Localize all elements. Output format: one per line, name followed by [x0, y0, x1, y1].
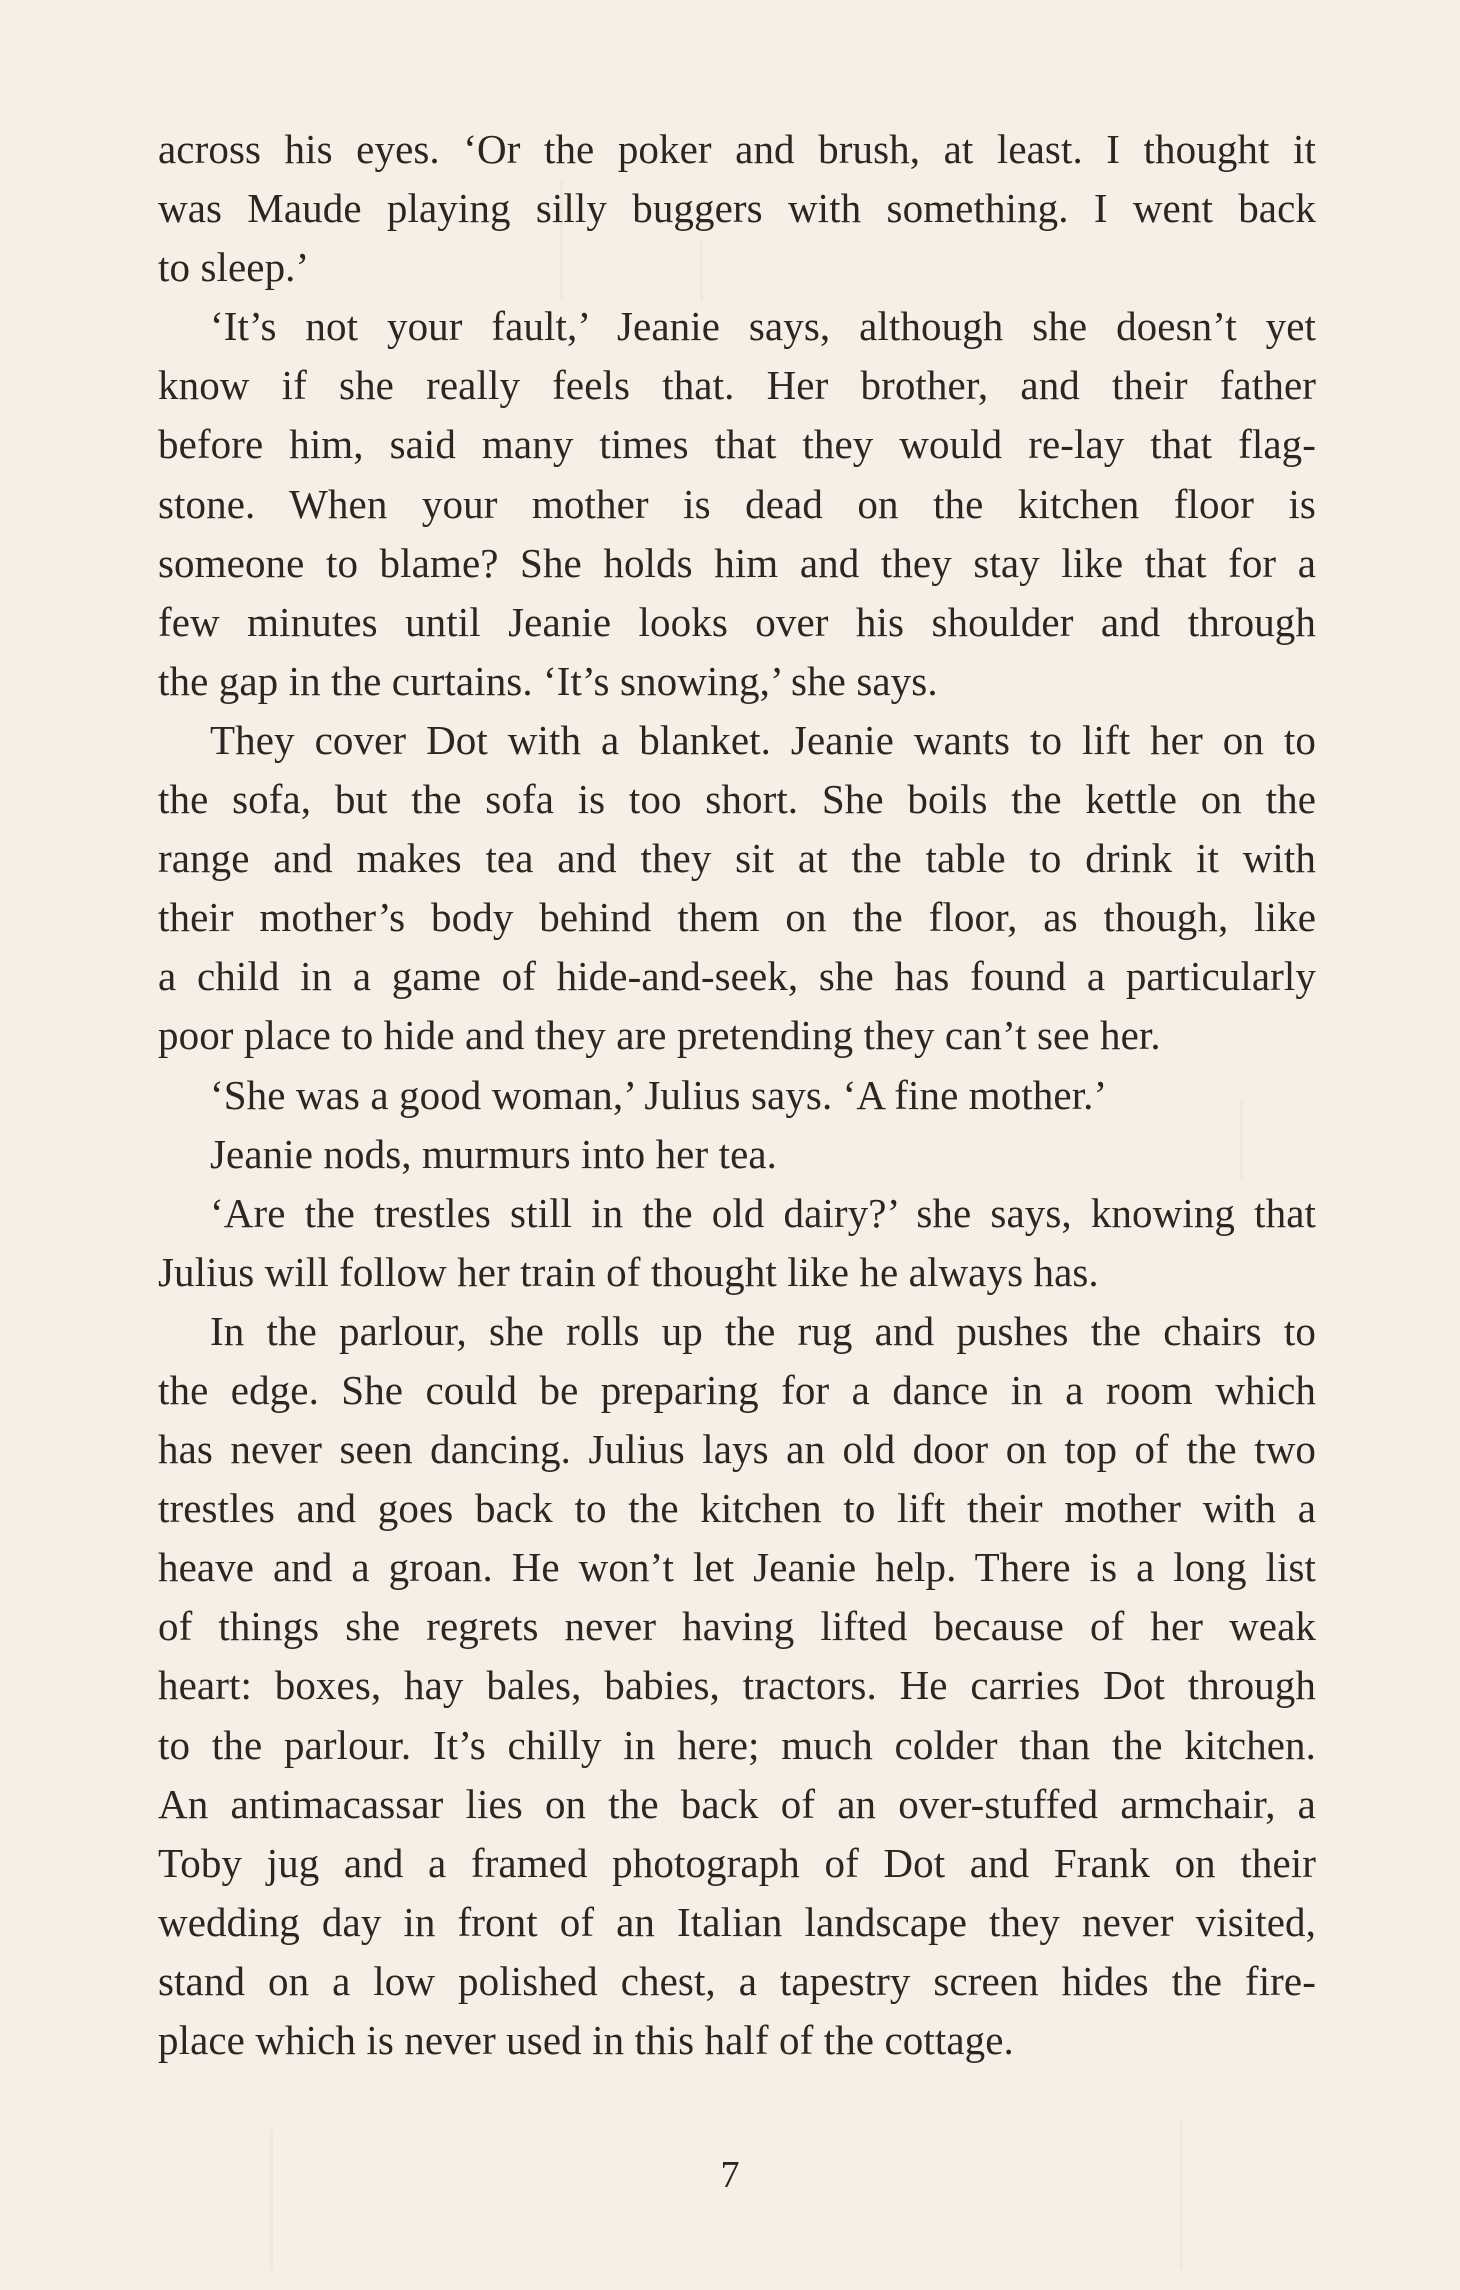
- text-line: before him, said many times that they would re-lay that flag-: [158, 421, 1316, 468]
- text-line: the gap in the curtains. ‘It’s snowing,’ she says.: [158, 657, 938, 704]
- text-line: Jeanie nods, murmurs into her tea.: [210, 1130, 778, 1177]
- text-line: place which is never used in this half of the cottage.: [158, 2017, 1014, 2063]
- text-line: Toby jug and a framed photograph of Dot and Frank on their: [158, 1839, 1316, 1886]
- text-line: ‘She was a good woman,’ Julius says. ‘A fine mother.’: [210, 1071, 1108, 1118]
- text-line: to the parlour. It’s chilly in here; much colder than the kitchen.: [158, 1721, 1316, 1768]
- text-line: ‘It’s not your fault,’ Jeanie says, although she doesn’t yet: [210, 303, 1316, 350]
- page-number: 7: [720, 2154, 740, 2196]
- text-line: poor place to hide and they are pretending they can’t see her.: [158, 1012, 1161, 1059]
- text-line: to sleep.’: [158, 244, 310, 291]
- text-line: An antimacassar lies on the back of an over-stuffed armchair, a: [158, 1780, 1316, 1827]
- text-line: heart: boxes, hay bales, babies, tractors. He carries Dot through: [158, 1662, 1316, 1709]
- text-line: range and makes tea and they sit at the table to drink it with: [158, 835, 1316, 882]
- text-line: has never seen dancing. Julius lays an old door on top of the two: [158, 1426, 1316, 1473]
- text-line: of things she regrets never having lifted because of her weak: [158, 1603, 1316, 1650]
- text-line: stand on a low polished chest, a tapestry screen hides the fire-: [158, 1957, 1316, 2004]
- text-line: ‘Are the trestles still in the old dairy?’ she says, knowing that: [210, 1189, 1316, 1236]
- text-line: few minutes until Jeanie looks over his shoulder and through: [158, 598, 1316, 645]
- text-line: heave and a groan. He won’t let Jeanie help. There is a long list: [158, 1544, 1316, 1591]
- text-line: across his eyes. ‘Or the poker and brush, at least. I thought it: [158, 126, 1316, 172]
- text-line: someone to blame? She holds him and they stay like that for a: [158, 539, 1316, 586]
- text-line: was Maude playing silly buggers with something. I went back: [158, 185, 1316, 232]
- text-line: the edge. She could be preparing for a dance in a room which: [158, 1366, 1316, 1413]
- text-line: They cover Dot with a blanket. Jeanie wants to lift her on to: [210, 716, 1316, 763]
- body-text: [158, 120, 1316, 2070]
- text-line: trestles and goes back to the kitchen to lift their mother with a: [158, 1485, 1316, 1532]
- text-line: stone. When your mother is dead on the kitchen floor is: [158, 480, 1316, 527]
- text-line: their mother’s body behind them on the floor, as though, like: [158, 894, 1316, 941]
- text-line: Julius will follow her train of thought like he always has.: [158, 1248, 1099, 1295]
- text-line: In the parlour, she rolls up the rug and pushes the chairs to: [210, 1307, 1316, 1354]
- text-line: know if she really feels that. Her brother, and their father: [158, 362, 1316, 409]
- text-line: a child in a game of hide-and-seek, she has found a particularly: [158, 953, 1316, 1000]
- text-line: the sofa, but the sofa is too short. She boils the kettle on the: [158, 776, 1316, 823]
- text-line: wedding day in front of an Italian landscape they never visited,: [158, 1898, 1316, 1945]
